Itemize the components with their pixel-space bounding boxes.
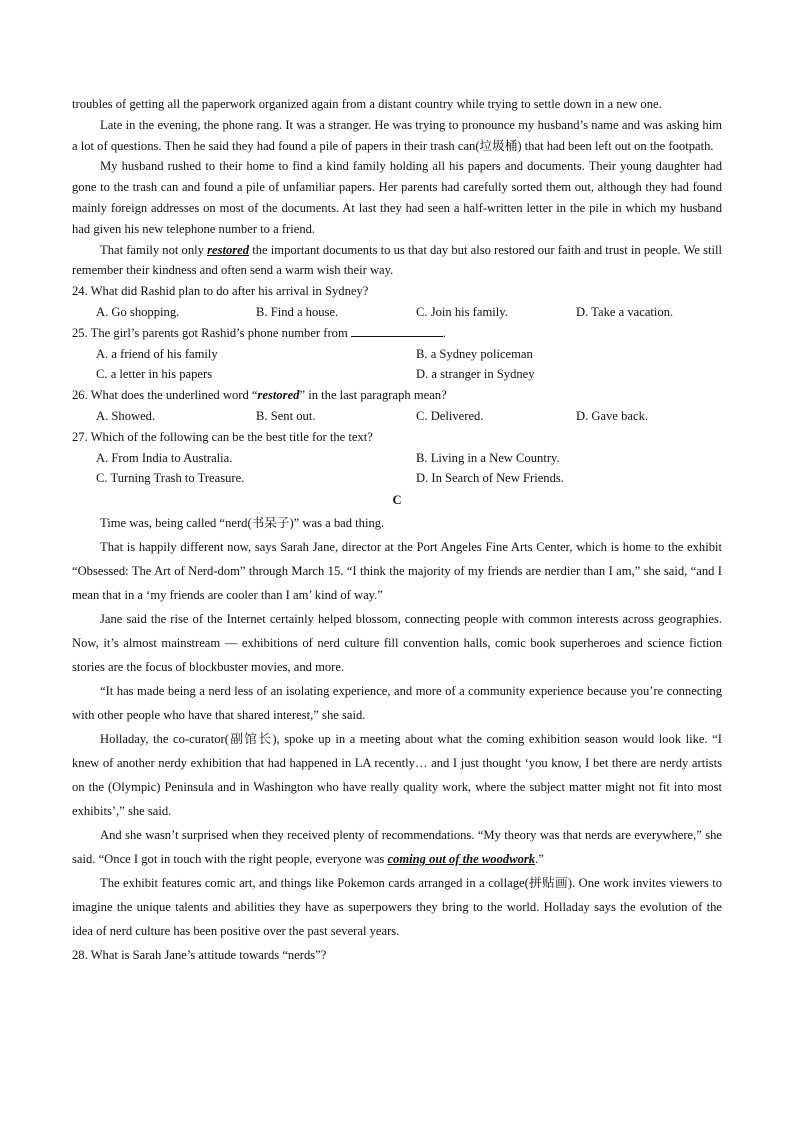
option: C. Join his family.	[416, 304, 508, 319]
question-stem	[72, 385, 722, 406]
option: B. Living in a New Country.	[416, 450, 560, 465]
paragraph: “It has made being a nerd less of an isolating experience, and more of a community experience because you’re connecting with other people who have that shared interest,” she said.	[72, 684, 722, 723]
text-run: 25. The girl’s parents got Rashid’s phone number from	[72, 325, 348, 340]
text-run: 26. What does the underlined word “	[72, 388, 258, 403]
option: A. Showed.	[96, 408, 156, 423]
text-run: And she wasn’t surprised when they received plenty of recommendations. “My theory was that nerds are everywhere,” she said. “Once I got in touch with the right people, everyone was	[72, 828, 722, 867]
paragraph: My husband rushed to their home to find a kind family holding all his papers and documents. Their young daughter had gone to the trash can and found a pile of unfamiliar papers. Her parents had carefully sorted them out, although they had found mainly foreign addresses on most of the documents. At last they had seen a half-written letter in the pile in which my husband had given his new telephone number to a friend.	[72, 159, 722, 236]
paragraph: Time was, being called “nerd(书呆子)” was a bad thing.	[100, 516, 385, 531]
question-stem: 27. Which of the following can be the best title for the text?	[72, 429, 373, 444]
question-stem	[72, 323, 722, 344]
option: A. From India to Australia.	[96, 450, 233, 465]
option: D. Take a vacation.	[576, 304, 674, 319]
option: C. Turning Trash to Treasure.	[96, 471, 245, 486]
paragraph: Holladay, the co-curator(副馆长), spoke up in a meeting about what the coming exhibition season would look like. “I knew of another nerdy exhibition that had happened in LA recently… and I just thought ‘you know, I bet there are nerdy artists on the (Olympic) Peninsula and in Washington who have really quality work, where the subject matter might not fit into most exhibits’,” she said.	[72, 732, 722, 819]
paragraph	[72, 823, 722, 871]
paragraph	[72, 240, 722, 282]
question-options	[72, 302, 722, 323]
section-heading: C	[392, 493, 402, 508]
paragraph: troubles of getting all the paperwork organized again from a distant country while trying to settle down in a new one.	[72, 97, 662, 111]
emphasized-word: restored	[257, 388, 300, 403]
question-options	[72, 406, 722, 427]
text-run: That family not only	[100, 242, 208, 257]
option: B. a Sydney policeman	[416, 346, 533, 361]
document-page	[72, 94, 722, 967]
question-stem: 28. What is Sarah Jane’s attitude towards “nerds”?	[72, 948, 327, 963]
option: C. a letter in his papers	[96, 367, 213, 382]
question-options	[72, 344, 722, 386]
underlined-word: restored	[207, 242, 250, 257]
option: D. Gave back.	[576, 408, 649, 423]
option: B. Sent out.	[256, 408, 316, 423]
option: B. Find a house.	[256, 304, 339, 319]
text-run: ” in the last paragraph mean?	[299, 388, 447, 403]
text-run: .”	[535, 852, 544, 867]
option: A. a friend of his family	[96, 346, 218, 361]
paragraph: That is happily different now, says Sarah Jane, director at the Port Angeles Fine Arts Center, which is home to the exhibit “Obsessed: The Art of Nerd-dom” through March 15. “I think the majority of my friends are nerdier than I am,” she said, “and I mean that in a ‘my friends are cooler than I am’ kind of way.”	[72, 540, 722, 603]
paragraph: The exhibit features comic art, and things like Pokemon cards arranged in a collage(拼贴画). One work invites viewers to imagine the unique talents and abilities they have as superpowers they bring to the world. Holladay says the evolution of the idea of nerd culture has been positive over the past several years.	[72, 876, 722, 939]
question-options	[72, 448, 722, 490]
text-run: .	[442, 325, 447, 340]
option: A. Go shopping.	[96, 304, 180, 319]
option: C. Delivered.	[416, 408, 484, 423]
paragraph: Jane said the rise of the Internet certainly helped blossom, connecting people with common interests across geographies. Now, it’s almost mainstream — exhibitions of nerd culture fill convention halls, comic book superheroes and science fiction stories are the focus of blockbuster movies, and more.	[72, 612, 722, 675]
question-stem: 24. What did Rashid plan to do after his arrival in Sydney?	[72, 284, 369, 299]
paragraph: Late in the evening, the phone rang. It was a stranger. He was trying to pronounce my husband’s name and was asking him a lot of questions. Then he said they had found a pile of papers in their trash can(垃圾桶) that had been left out on the footpath.	[72, 117, 722, 153]
option: D. In Search of New Friends.	[416, 471, 564, 486]
text-run: the important documents to us that day but also restored our faith and trust in people. We still remember their kindness and often send a warm wish their way.	[72, 242, 722, 278]
option: D. a stranger in Sydney	[416, 367, 535, 382]
answer-blank	[351, 324, 443, 337]
underlined-phrase: coming out of the woodwork	[387, 852, 536, 867]
